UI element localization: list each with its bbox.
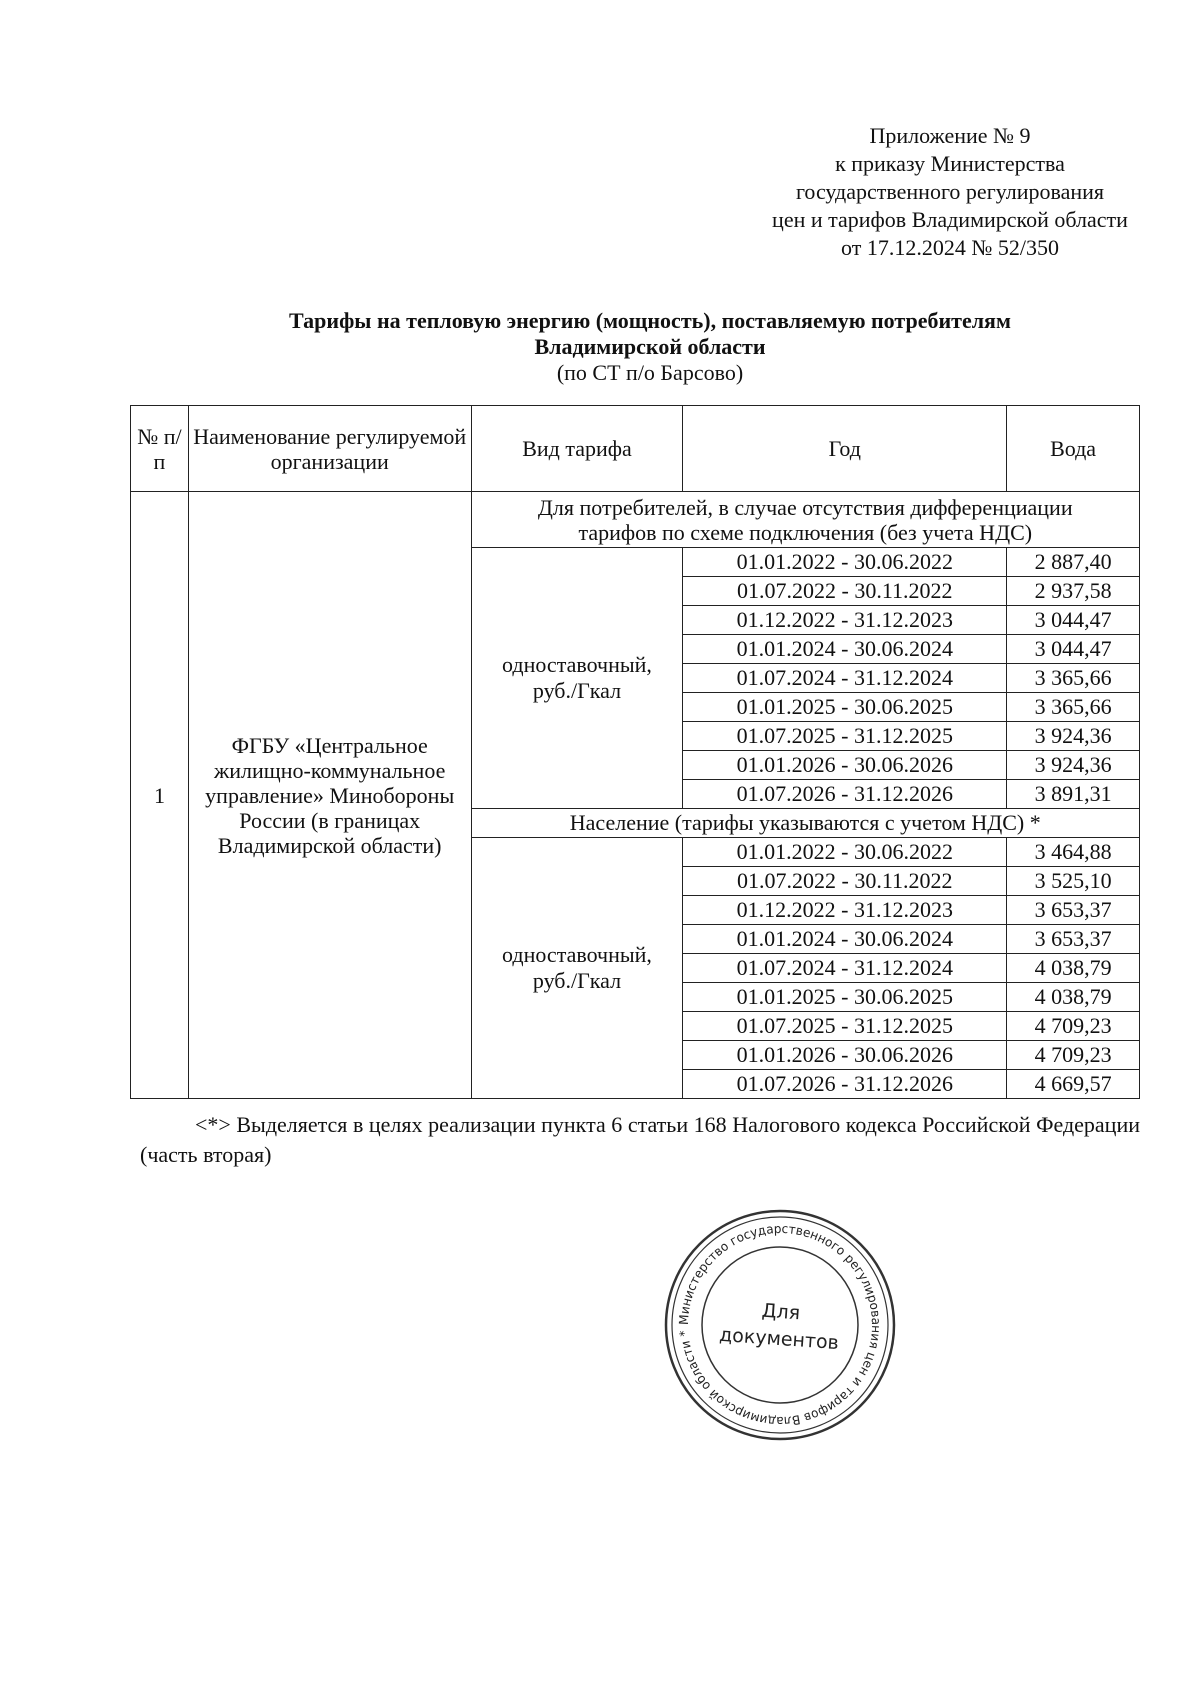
stamp-inner-ring bbox=[672, 1217, 888, 1433]
value-cell: 3 044,47 bbox=[1007, 635, 1140, 664]
header-year: Год bbox=[683, 406, 1007, 492]
tariff-table bbox=[130, 405, 1140, 1099]
value-cell: 2 887,40 bbox=[1007, 548, 1140, 577]
header-water: Вода bbox=[1007, 406, 1140, 492]
appendix-line: от 17.12.2024 № 52/350 bbox=[841, 235, 1059, 260]
value-cell: 3 365,66 bbox=[1007, 664, 1140, 693]
header-tariff-type: Вид тарифа bbox=[471, 406, 683, 492]
tariff-type-cell: одноставочный, руб./Гкал bbox=[471, 838, 683, 1099]
section-heading: Население (тарифы указываются с учетом НДС) * bbox=[471, 809, 1139, 838]
value-cell: 3 365,66 bbox=[1007, 693, 1140, 722]
table-header-row bbox=[131, 406, 1140, 492]
stamp-center-text: Для bbox=[760, 1299, 801, 1325]
period-cell: 01.01.2025 - 30.06.2025 bbox=[683, 983, 1007, 1012]
value-cell: 2 937,58 bbox=[1007, 577, 1140, 606]
section-heading: Для потребителей, в случае отсутствия дифференциации тарифов по схеме подключения (без учета НДС) bbox=[471, 492, 1139, 548]
period-cell: 01.07.2026 - 31.12.2026 bbox=[683, 1070, 1007, 1099]
appendix-line: Приложение № 9 bbox=[869, 123, 1031, 148]
row-number: 1 bbox=[131, 492, 189, 1099]
header-num: № п/п bbox=[131, 406, 189, 492]
period-cell: 01.01.2026 - 30.06.2026 bbox=[683, 1041, 1007, 1070]
value-cell: 3 464,88 bbox=[1007, 838, 1140, 867]
stamp-outer-ring bbox=[666, 1211, 894, 1439]
value-cell: 3 924,36 bbox=[1007, 722, 1140, 751]
value-cell: 4 669,57 bbox=[1007, 1070, 1140, 1099]
period-cell: 01.01.2026 - 30.06.2026 bbox=[683, 751, 1007, 780]
value-cell: 3 525,10 bbox=[1007, 867, 1140, 896]
period-cell: 01.01.2024 - 30.06.2024 bbox=[683, 925, 1007, 954]
title-subline: (по СТ п/о Барсово) bbox=[556, 360, 744, 385]
document-title bbox=[150, 308, 1150, 386]
period-cell: 01.01.2025 - 30.06.2025 bbox=[683, 693, 1007, 722]
value-cell: 4 038,79 bbox=[1007, 954, 1140, 983]
period-cell: 01.01.2022 - 30.06.2022 bbox=[683, 548, 1007, 577]
value-cell: 4 709,23 bbox=[1007, 1012, 1140, 1041]
value-cell: 3 044,47 bbox=[1007, 606, 1140, 635]
value-cell: 3 924,36 bbox=[1007, 751, 1140, 780]
stamp-ring-text: Министерство государственного регулирования цен и тарифов Владимирской области * bbox=[675, 1220, 885, 1430]
period-cell: 01.01.2022 - 30.06.2022 bbox=[683, 838, 1007, 867]
stamp-center-text: документов bbox=[718, 1323, 840, 1355]
period-cell: 01.07.2022 - 30.11.2022 bbox=[683, 577, 1007, 606]
value-cell: 3 653,37 bbox=[1007, 896, 1140, 925]
period-cell: 01.07.2024 - 31.12.2024 bbox=[683, 664, 1007, 693]
stamp-seal bbox=[660, 1205, 900, 1445]
appendix-header bbox=[700, 122, 1200, 262]
appendix-line: цен и тарифов Владимирской области bbox=[772, 207, 1128, 232]
value-cell: 4 709,23 bbox=[1007, 1041, 1140, 1070]
value-cell: 4 038,79 bbox=[1007, 983, 1140, 1012]
period-cell: 01.07.2025 - 31.12.2025 bbox=[683, 722, 1007, 751]
header-organization: Наименование регулируемой организации bbox=[188, 406, 471, 492]
period-cell: 01.07.2022 - 30.11.2022 bbox=[683, 867, 1007, 896]
period-cell: 01.12.2022 - 31.12.2023 bbox=[683, 606, 1007, 635]
title-line: Тарифы на тепловую энергию (мощность), поставляемую потребителям bbox=[289, 308, 1011, 333]
footnote bbox=[140, 1110, 1140, 1170]
organization-name: ФГБУ «Центральное жилищно-коммунальное управление» Минобороны России (в границах Владимирской области) bbox=[188, 492, 471, 1099]
period-cell: 01.07.2024 - 31.12.2024 bbox=[683, 954, 1007, 983]
appendix-line: к приказу Министерства bbox=[835, 151, 1065, 176]
tariff-type-cell: одноставочный, руб./Гкал bbox=[471, 548, 683, 809]
period-cell: 01.07.2026 - 31.12.2026 bbox=[683, 780, 1007, 809]
period-cell: 01.07.2025 - 31.12.2025 bbox=[683, 1012, 1007, 1041]
footnote-text: <*> Выделяется в целях реализации пункта 6 статьи 168 Налогового кодекса Российской Федерации (часть вторая) bbox=[140, 1112, 1140, 1167]
value-cell: 3 891,31 bbox=[1007, 780, 1140, 809]
period-cell: 01.12.2022 - 31.12.2023 bbox=[683, 896, 1007, 925]
appendix-line: государственного регулирования bbox=[795, 179, 1105, 204]
title-line: Владимирской области bbox=[534, 334, 766, 359]
section-heading-row bbox=[131, 492, 1140, 548]
period-cell: 01.01.2024 - 30.06.2024 bbox=[683, 635, 1007, 664]
value-cell: 3 653,37 bbox=[1007, 925, 1140, 954]
